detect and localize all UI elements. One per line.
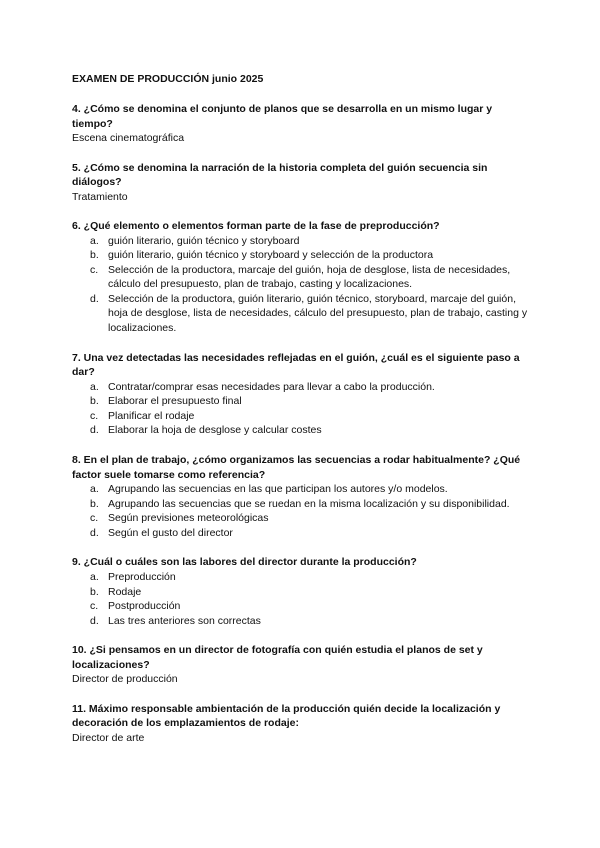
option-text: Las tres anteriores son correctas — [108, 614, 261, 627]
option-text: Según el gusto del director — [108, 526, 233, 539]
option-c — [72, 263, 532, 292]
question-4 — [72, 102, 532, 146]
option-text: Contratar/comprar esas necesidades para llevar a cabo la producción. — [108, 380, 435, 393]
question-11 — [72, 702, 532, 746]
option-text: guión literario, guión técnico y storyboard y selección de la productora — [108, 249, 434, 262]
option-list — [72, 482, 532, 540]
option-a — [72, 234, 532, 249]
option-b — [72, 394, 532, 409]
question-text: 11. Máximo responsable ambientación de la producción quién decide la localización y decoración de los emplazamientos de rodaje: — [72, 702, 501, 730]
question-text: 9. ¿Cuál o cuáles son las labores del director durante la producción? — [72, 556, 417, 569]
option-text: guión literario, guión técnico y storyboard — [108, 234, 300, 247]
option-text: Elaborar el presupuesto final — [108, 395, 242, 408]
option-marker: d. — [90, 292, 99, 305]
option-marker: a. — [90, 570, 99, 583]
document-page — [72, 72, 532, 760]
option-d — [72, 526, 532, 541]
option-text: Elaborar la hoja de desglose y calcular costes — [108, 424, 322, 437]
option-marker: c. — [90, 409, 99, 422]
option-text: Preproducción — [108, 570, 176, 583]
option-d — [72, 292, 532, 336]
question-text: 8. En el plan de trabajo, ¿cómo organizamos las secuencias a rodar habitualmente? ¿Qué factor suele tomarse como referencia? — [72, 454, 521, 481]
option-c — [72, 599, 532, 614]
question-6 — [72, 219, 532, 336]
question-text: 5. ¿Cómo se denomina la narración de la historia completa del guión secuencia sin diálogos? — [72, 161, 488, 188]
option-a — [72, 482, 532, 497]
question-text: 10. ¿Si pensamos en un director de fotografía con quién estudia el planos de set y localizaciones? — [72, 644, 483, 671]
option-marker: b. — [90, 249, 99, 262]
question-8 — [72, 453, 532, 540]
option-d — [72, 614, 532, 629]
option-marker: d. — [90, 424, 99, 437]
option-b — [72, 497, 532, 512]
option-text: Postproducción — [108, 600, 181, 613]
option-marker: a. — [90, 380, 99, 393]
option-marker: b. — [90, 497, 99, 510]
option-c — [72, 511, 532, 526]
option-marker: b. — [90, 585, 99, 598]
option-list — [72, 380, 532, 438]
option-text: Selección de la productora, marcaje del guión, hoja de desglose, lista de necesidades, cálculo del presupuesto, plan de trabajo, casting y localizaciones. — [108, 263, 511, 291]
answer-text: Director de arte — [72, 731, 145, 744]
option-b — [72, 585, 532, 600]
option-text: Según previsiones meteorológicas — [108, 512, 269, 525]
option-d — [72, 423, 532, 438]
option-text: Agrupando las secuencias en las que participan los autores y/o modelos. — [108, 483, 448, 496]
option-a — [72, 570, 532, 585]
option-b — [72, 248, 532, 263]
question-text: 7. Una vez detectadas las necesidades reflejadas en el guión, ¿cuál es el siguiente paso a dar? — [72, 351, 520, 379]
option-marker: c. — [90, 512, 99, 525]
option-text: Selección de la productora, guión literario, guión técnico, storyboard, marcaje del guión, hoja de desglose, lista de necesidades, cálculo del presupuesto, plan de trabajo, casting y localizaciones. — [108, 292, 528, 335]
question-text: 4. ¿Cómo se denomina el conjunto de planos que se desarrolla en un mismo lugar y tiempo? — [72, 103, 493, 130]
question-5 — [72, 161, 532, 205]
option-c — [72, 409, 532, 424]
option-marker: d. — [90, 614, 99, 627]
option-marker: a. — [90, 483, 99, 496]
question-text: 6. ¿Qué elemento o elementos forman parte de la fase de preproducción? — [72, 220, 440, 232]
option-text: Agrupando las secuencias que se ruedan en la misma localización y su disponibilidad. — [108, 497, 510, 510]
option-list — [72, 570, 532, 628]
option-marker: b. — [90, 395, 99, 408]
answer-text: Tratamiento — [72, 190, 128, 203]
option-marker: a. — [90, 234, 99, 247]
option-marker: c. — [90, 263, 99, 276]
document-title: EXAMEN DE PRODUCCIÓN junio 2025 — [72, 73, 264, 85]
option-marker: d. — [90, 526, 99, 539]
option-list — [72, 234, 532, 336]
option-marker: c. — [90, 600, 99, 613]
option-text: Rodaje — [108, 585, 142, 598]
question-7 — [72, 351, 532, 438]
option-a — [72, 380, 532, 395]
question-10 — [72, 643, 532, 687]
option-text: Planificar el rodaje — [108, 409, 195, 422]
answer-text: Escena cinematográfica — [72, 132, 185, 144]
question-9 — [72, 555, 532, 628]
answer-text: Director de producción — [72, 673, 178, 686]
